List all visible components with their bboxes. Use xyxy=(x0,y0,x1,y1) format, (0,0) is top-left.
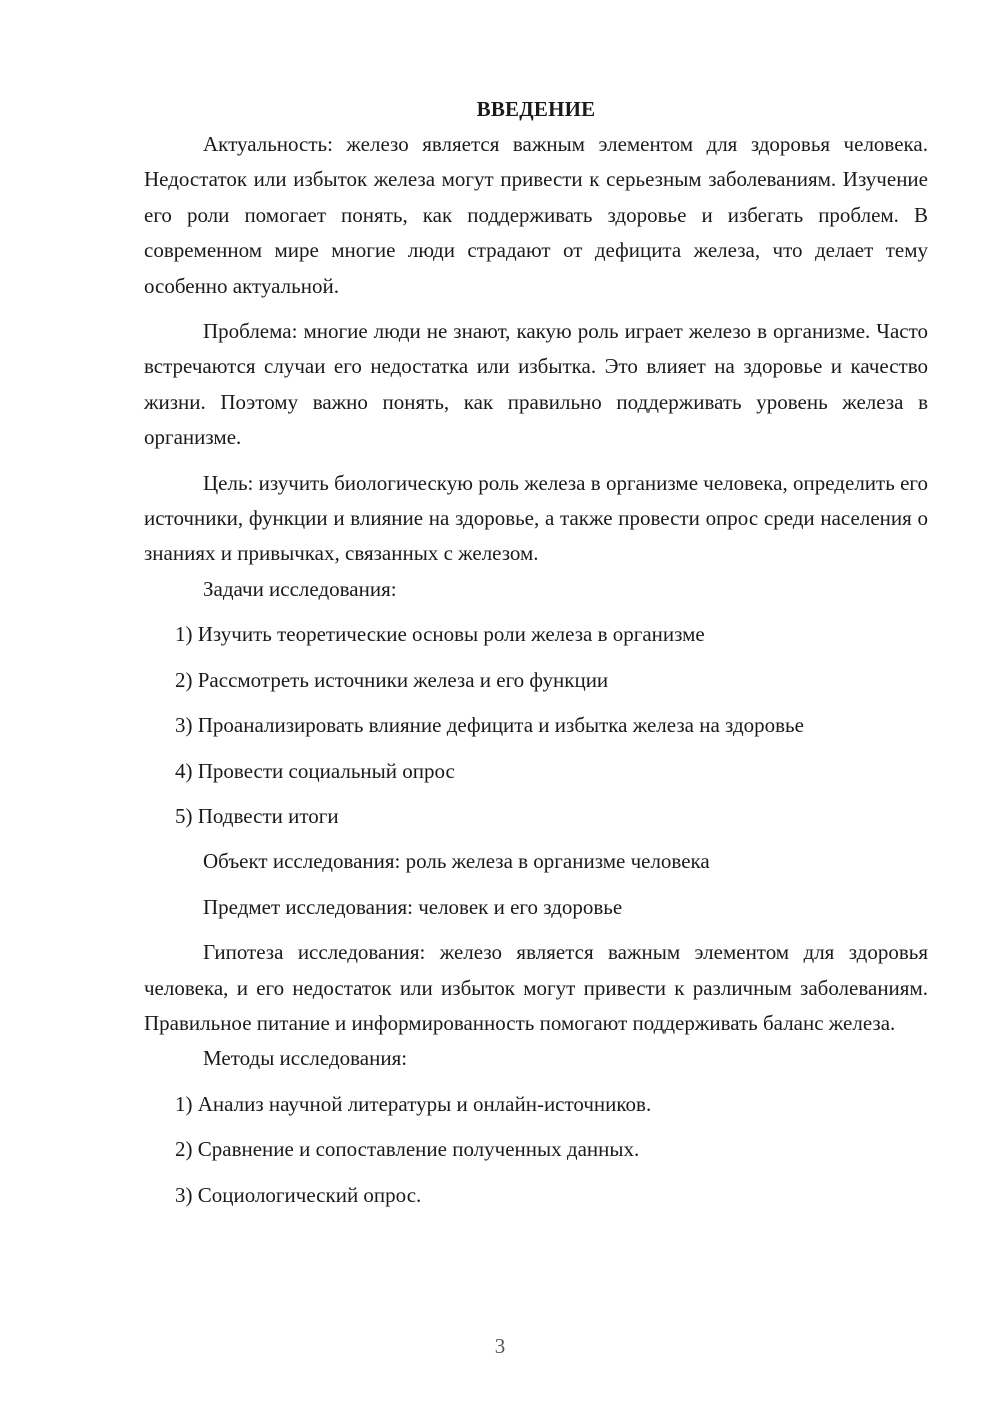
task-item: 2) Рассмотреть источники железа и его функции xyxy=(175,667,609,692)
method-item: 2) Сравнение и сопоставление полученных данных. xyxy=(175,1137,640,1162)
paragraph-relevance: Актуальность: железо является важным элементом для здоровья человека. Недостаток или избыток железа могут привести к серьезным заболеваниям. Изучение его роли помогает понять, как поддерживать здоровье и избегать проблем. В современном мире многие люди страдают от дефицита железа, что делает тему особенно актуальной. xyxy=(144,132,928,298)
paragraph-problem: Проблема: многие люди не знают, какую роль играет железо в организме. Часто встречаются случаи его недостатка или избытка. Это влияет на здоровье и качество жизни. Поэтому важно понять, как правильно поддерживать уровень железа в организме. xyxy=(144,319,928,450)
page-number: 3 xyxy=(494,1334,506,1358)
methods-title: Методы исследования: xyxy=(203,1046,408,1071)
task-item: 5) Подвести итоги xyxy=(175,803,339,828)
document-page xyxy=(144,92,928,1213)
task-item: 4) Провести социальный опрос xyxy=(175,758,455,783)
tasks-title: Задачи исследования: xyxy=(203,576,397,601)
research-object: Объект исследования: роль железа в организме человека xyxy=(203,849,710,874)
method-item: 1) Анализ научной литературы и онлайн-источников. xyxy=(175,1091,652,1116)
method-item: 3) Социологический опрос. xyxy=(175,1182,422,1207)
paragraph-goal: Цель: изучить биологическую роль железа в организме человека, определить его источники, функции и влияние на здоровье, а также провести опрос среди населения о знаниях и привычках, связанных с железом. xyxy=(144,470,928,566)
task-item: 1) Изучить теоретические основы роли железа в организме xyxy=(175,622,705,647)
task-item: 3) Проанализировать влияние дефицита и избытка железа на здоровье xyxy=(175,713,804,738)
section-heading: ВВЕДЕНИЕ xyxy=(476,97,596,121)
paragraph-hypothesis: Гипотеза исследования: железо является важным элементом для здоровья человека, и его недостаток или избыток могут привести к различным заболеваниям. Правильное питание и информированность помогают поддерживать баланс железа. xyxy=(144,940,928,1035)
research-subject: Предмет исследования: человек и его здоровье xyxy=(203,894,623,919)
